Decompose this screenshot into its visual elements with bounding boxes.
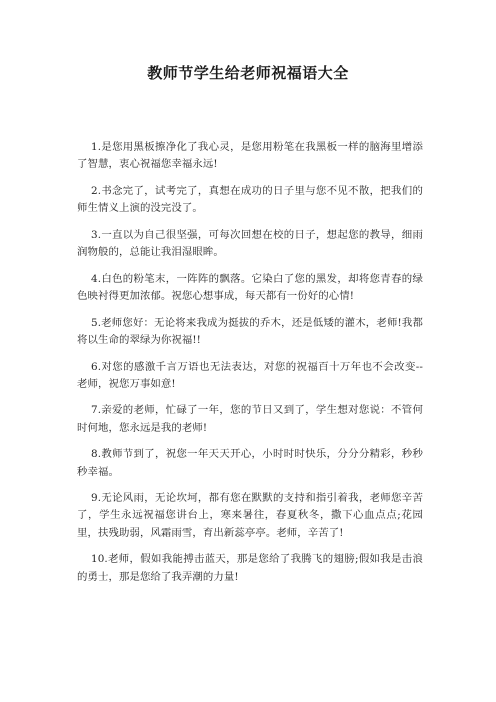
paragraph: 4.白色的粉笔末，一阵阵的飘落。它染白了您的黑发，却将您青春的绿色映衬得更加浓郁。祝您心想事成，每天都有一份好的心情! xyxy=(77,272,423,302)
document-title: 教师节学生给老师祝福语大全 xyxy=(147,64,349,82)
paragraph: 6.对您的感激千言万语也无法表达，对您的祝福百十万年也不会改变--老师，祝您万事如意! xyxy=(77,360,423,390)
paragraph: 9.无论风雨，无论坎坷，都有您在默默的支持和指引着我，老师您辛苦了，学生永远祝福您讲台上，寒来暑往，春夏秋冬，撒下心血点点;花园里，扶残助弱，风霜雨雪，育出新蕊亭亭。老师，辛苦了! xyxy=(77,492,423,539)
paragraph: 10.老师，假如我能搏击蓝天，那是您给了我腾飞的翅膀;假如我是击浪的勇士，那是您给了我弄潮的力量! xyxy=(77,553,423,583)
document-body xyxy=(77,139,423,595)
paragraph: 5.老师您好：无论将来我成为挺拔的乔木，还是低矮的灌木，老师!我都将以生命的翠绿为你祝福!! xyxy=(77,316,423,346)
paragraph: 1.是您用黑板擦净化了我心灵，是您用粉笔在我黑板一样的脑海里增添了智慧，衷心祝福您幸福永远! xyxy=(77,141,423,171)
paragraph: 7.亲爱的老师，忙碌了一年，您的节日又到了，学生想对您说：不管何时何地，您永远是我的老师! xyxy=(77,404,423,434)
paragraph: 2.书念完了，试考完了，真想在成功的日子里与您不见不散，把我们的师生情义上演的没完没了。 xyxy=(77,184,423,215)
paragraph: 8.教师节到了，祝您一年天天开心，小时时时快乐，分分分精彩，秒秒秒幸福。 xyxy=(77,448,423,478)
paragraph: 3.一直以为自己很坚强，可每次回想在校的日子，想起您的教导，细雨润物般的，总能让我泪湿眼眸。 xyxy=(77,228,423,259)
